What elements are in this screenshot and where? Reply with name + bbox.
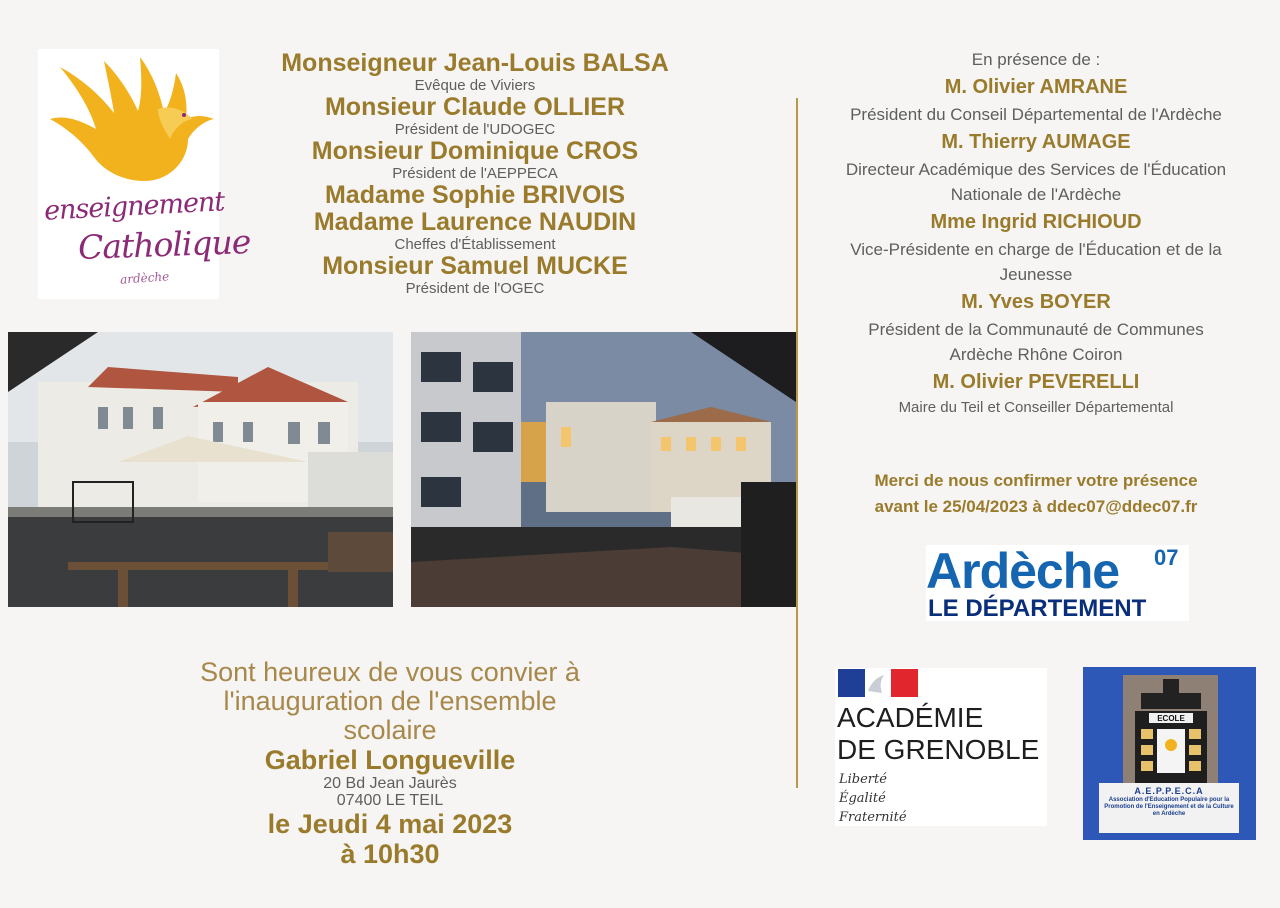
- aeppeca-title: A.E.P.P.E.C.A: [1134, 786, 1204, 796]
- guest-name: M. Yves BOYER: [961, 291, 1111, 313]
- school-courtyard-photo: [8, 332, 393, 607]
- aeppeca-text-panel: [1099, 783, 1239, 833]
- organiser-title: Evêque de Viviers: [414, 77, 536, 94]
- rsvp-line: avant le 25/04/2023 à ddec07@ddec07.fr: [874, 497, 1198, 516]
- invitation-line: l'inauguration de l'ensemble: [223, 686, 557, 716]
- organiser-title: Président de l'UDOGEC: [394, 121, 556, 138]
- rsvp-block: [812, 468, 1260, 520]
- address-city: 07400 LE TEIL: [336, 792, 444, 809]
- organiser-name: Monseigneur Jean-Louis BALSA: [281, 49, 669, 77]
- organiser-name: Madame Laurence NAUDIN: [313, 208, 637, 236]
- guests-block: [812, 48, 1260, 419]
- guest-role: Jeunesse: [999, 265, 1073, 284]
- hand-dove-icon: [38, 49, 219, 199]
- vertical-divider: [796, 98, 798, 788]
- motto-egalite: Égalité: [839, 791, 886, 806]
- rsvp-line: Merci de nous confirmer votre présence: [874, 471, 1198, 490]
- aeppeca-logo: [1083, 667, 1256, 840]
- organiser-name: Monsieur Dominique CROS: [311, 137, 639, 165]
- invitation-line: Sont heureux de vous convier à: [200, 657, 580, 687]
- organiser-title: Cheffes d'Établissement: [394, 236, 556, 253]
- ardeche-subtitle: LE DÉPARTEMENT: [928, 595, 1147, 622]
- organiser-name: Madame Sophie BRIVOIS: [324, 181, 626, 209]
- school-evening-photo: [411, 332, 796, 607]
- guest-role: Président du Conseil Départemental de l'Ardèche: [850, 105, 1222, 124]
- guest-name: Mme Ingrid RICHIOUD: [930, 211, 1142, 233]
- school-name: Gabriel Longueville: [264, 745, 516, 775]
- motto-fraternite: Fraternité: [839, 810, 907, 825]
- guest-role: Directeur Académique des Services de l'Éducation: [845, 160, 1227, 179]
- guest-name: M. Olivier AMRANE: [944, 76, 1128, 98]
- event-time: à 10h30: [340, 839, 440, 869]
- guest-role: Nationale de l'Ardèche: [950, 185, 1122, 204]
- academie-grenoble-logo: [835, 668, 1047, 826]
- organisers-block: [255, 50, 695, 297]
- guest-name: M. Olivier PEVERELLI: [932, 371, 1140, 393]
- guest-role: Ardèche Rhône Coiron: [949, 345, 1123, 364]
- ardeche-number: 07: [1154, 545, 1179, 570]
- french-flag-icon: [838, 669, 918, 697]
- organiser-title: Président de l'OGEC: [405, 280, 545, 297]
- organiser-title: Président de l'AEPPECA: [392, 165, 558, 182]
- ardeche-department-logo: [926, 545, 1189, 621]
- guest-name: M. Thierry AUMAGE: [941, 131, 1131, 153]
- aeppeca-sign-text: ECOLE: [1157, 714, 1185, 723]
- organiser-name: Monsieur Claude OLLIER: [324, 93, 626, 121]
- academie-line-2: DE GRENOBLE: [837, 734, 1040, 765]
- logo-line-3: ardèche: [119, 269, 170, 287]
- organiser-name: Monsieur Samuel MUCKE: [322, 252, 628, 280]
- presence-label: En présence de :: [971, 50, 1101, 69]
- academie-line-1: ACADÉMIE: [837, 702, 984, 733]
- guest-role: Maire du Teil et Conseiller Départemental: [898, 399, 1174, 416]
- event-date: le Jeudi 4 mai 2023: [267, 809, 513, 839]
- guest-role: Vice-Présidente en charge de l'Éducation et de la: [850, 240, 1222, 259]
- address-street: 20 Bd Jean Jaurès: [323, 775, 457, 792]
- motto-liberte: Liberté: [839, 772, 887, 787]
- invitation-block: [150, 658, 630, 869]
- invitation-line: scolaire: [343, 715, 437, 745]
- ardeche-word: Ardèche: [926, 543, 1120, 599]
- logo-line-2: Catholique: [77, 222, 251, 267]
- logo-line-1: enseignement: [43, 186, 226, 227]
- aeppeca-description: Association d'Education Populaire pour la Promotion de l'Enseignement et de la Culture en Ardèche: [1104, 797, 1234, 817]
- aeppeca-photo: [1123, 675, 1218, 787]
- enseignement-catholique-logo: [38, 49, 251, 299]
- guest-role: Président de la Communauté de Communes: [868, 320, 1204, 339]
